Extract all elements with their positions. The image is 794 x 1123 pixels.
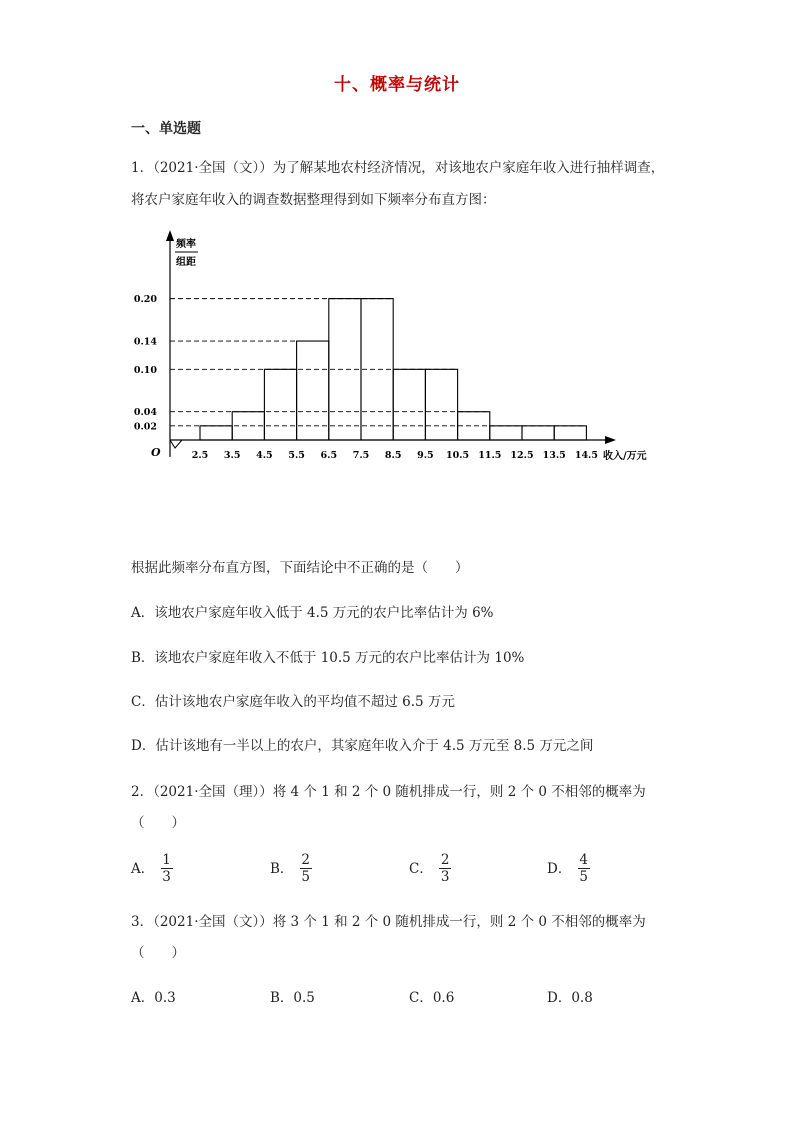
histogram-bar <box>393 369 425 440</box>
q1-option-d[interactable]: D．估计该地有一半以上的农户，其家庭年收入介于 4.5 万元至 8.5 万元之间 <box>131 738 594 754</box>
x-tick-label: 10.5 <box>446 450 470 461</box>
origin-label: O <box>151 446 161 459</box>
x-tick-label: 11.5 <box>478 450 502 461</box>
x-axis-arrow <box>605 436 616 444</box>
q3-option-c[interactable]: C．0.6 <box>409 990 455 1006</box>
q1-stem-line1: 1．（2021·全国（文））为了解某地农村经济情况，对该地农户家庭年收入进行抽样调查， <box>131 160 665 176</box>
q1-option-c[interactable]: C．估计该地农户家庭年收入的平均值不超过 6.5 万元 <box>131 694 455 710</box>
page-title: 十、概率与统计 <box>334 75 460 95</box>
histogram-bar <box>297 341 329 440</box>
histogram-bar <box>200 426 232 440</box>
section-heading: 一、单选题 <box>131 121 201 137</box>
x-tick-label: 14.5 <box>574 450 598 461</box>
x-tick-label: 6.5 <box>320 450 338 461</box>
y-axis-arrow <box>166 230 174 241</box>
fraction: $\frac{2}{5}$ <box>301 852 311 885</box>
y-tick-label: 0.20 <box>133 294 157 306</box>
q1-option-a[interactable]: A．该地农户家庭年收入低于 4.5 万元的农户比率估计为 6% <box>131 605 494 621</box>
y-label-numerator: 频率 <box>176 239 196 250</box>
x-tick-label: 2.5 <box>191 450 209 461</box>
q3-option-d[interactable]: D．0.8 <box>547 990 593 1006</box>
histogram-bar <box>264 369 296 440</box>
histogram-bar <box>522 426 554 440</box>
q1-question: 根据此频率分布直方图，下面结论中不正确的是（ ） <box>131 560 469 576</box>
histogram-bar <box>490 426 522 440</box>
fraction: $\frac{4}{5}$ <box>579 852 588 885</box>
x-tick-label: 4.5 <box>256 450 273 461</box>
x-tick-label: 8.5 <box>384 450 402 461</box>
q2-option-b[interactable]: B． $\frac{2}{5}$ <box>270 852 311 885</box>
q2-options <box>131 852 611 892</box>
x-tick-label: 5.5 <box>288 450 305 461</box>
q3-stem-line2: （ ） <box>131 945 185 961</box>
q2-stem-line1: 2．（2021·全国（理））将 4 个 1 和 2 个 0 随机排成一行，则 2 个 0 不相邻的概率为 <box>131 784 646 800</box>
y-tick-label: 0.14 <box>133 336 157 348</box>
histogram-bar <box>425 369 457 440</box>
histogram-bar <box>554 426 586 440</box>
x-tick-label: 7.5 <box>352 450 370 461</box>
q3-option-b[interactable]: B．0.5 <box>270 990 315 1006</box>
fraction: $\frac{1}{3}$ <box>162 852 171 885</box>
axis-break-mark <box>170 440 182 448</box>
q1-option-b[interactable]: B．该地农户家庭年收入不低于 10.5 万元的农户比率估计为 10% <box>131 650 525 666</box>
x-tick-label: 13.5 <box>542 450 566 461</box>
q2-option-d[interactable]: D． $\frac{4}{5}$ <box>547 852 588 885</box>
q2-option-c[interactable]: C． $\frac{2}{3}$ <box>409 852 450 885</box>
q2-stem-line2: （ ） <box>131 815 185 831</box>
q2-option-a[interactable]: A． $\frac{1}{3}$ <box>131 852 171 885</box>
x-tick-label: 9.5 <box>417 450 434 461</box>
y-tick-label: 0.02 <box>133 421 157 433</box>
fraction: $\frac{2}{3}$ <box>440 852 450 885</box>
x-tick-label: 3.5 <box>223 450 241 461</box>
q3-option-a[interactable]: A．0.3 <box>131 990 176 1006</box>
q1-stem-line2: 将农户家庭年收入的调查数据整理得到如下频率分布直方图： <box>131 192 496 208</box>
x-axis-label: 收入/万元 <box>603 451 647 462</box>
y-tick-label: 0.10 <box>133 364 157 376</box>
q3-stem-line1: 3．（2021·全国（文））将 3 个 1 和 2 个 0 随机排成一行，则 2 个 0 不相邻的概率为 <box>131 914 646 930</box>
x-tick-label: 12.5 <box>510 450 534 461</box>
frequency-histogram <box>131 225 661 475</box>
y-tick-label: 0.04 <box>133 407 157 419</box>
y-label-denominator: 组距 <box>176 257 196 268</box>
